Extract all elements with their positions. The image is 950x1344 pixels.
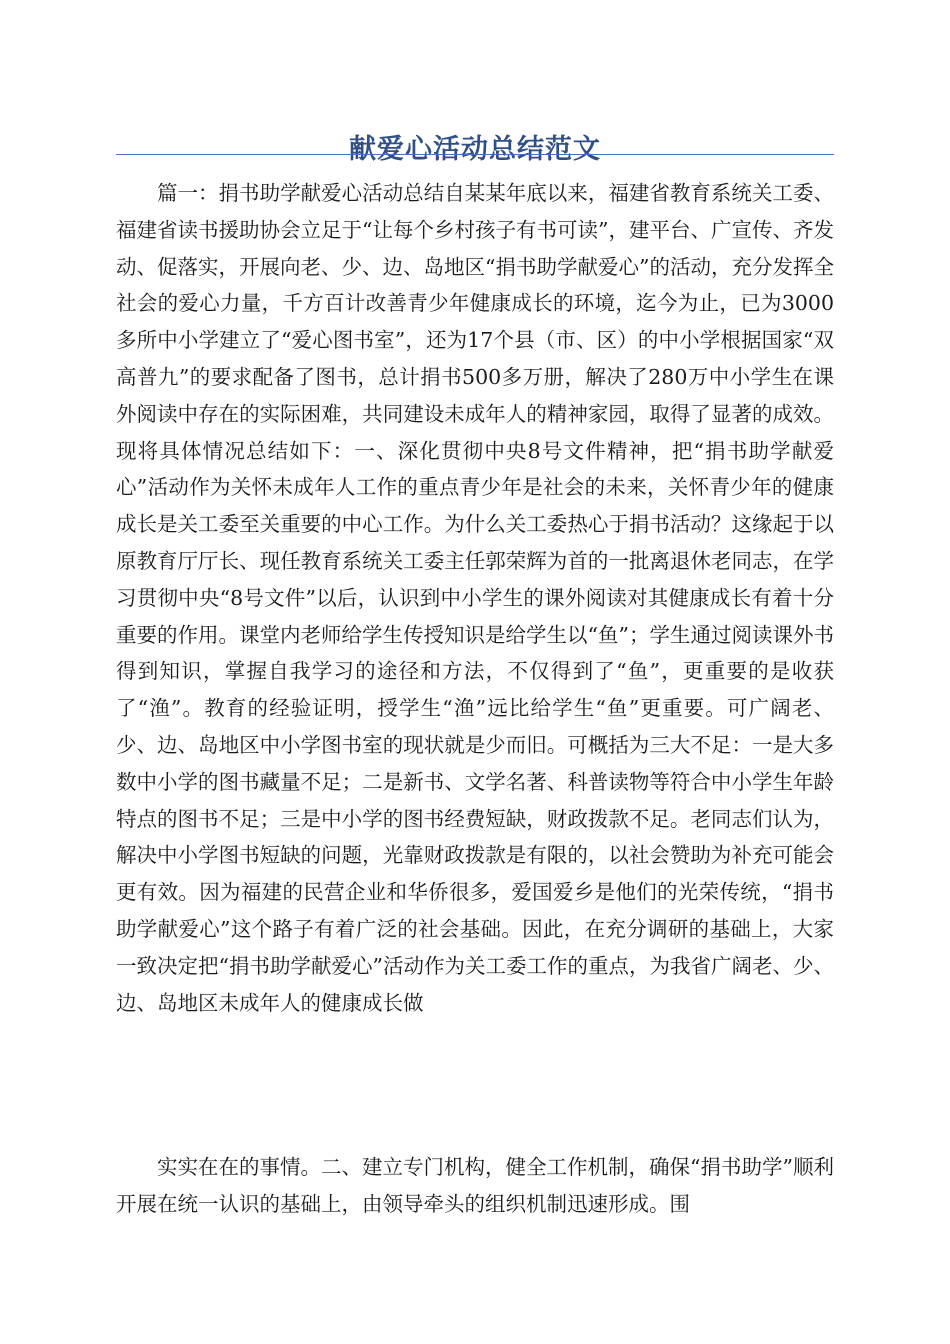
title-underline (116, 154, 834, 155)
body-paragraph-2: 实实在在的事情。二、建立专门机构，健全工作机制，确保“捐书助学”顺利开展在统一认识的基础上，由领导牵头的组织机制迅速形成。围 (116, 1155, 834, 1216)
document-title: 献爱心活动总结范文 (349, 134, 601, 166)
body-paragraph-1: 篇一：捐书助学献爱心活动总结自某某年底以来，福建省教育系统关工委、福建省读书援助协会立足于“让每个乡村孩子有书可读”，建平台、广宣传、齐发动、促落实，开展向老、少、边、岛地区“捐书助学献爱心”的活动，充分发挥全社会的爱心力量，千方百计改善青少年健康成长的环境，迄今为止，已为3000多所中小学建立了“爱心图书室”，还为17个县（市、区）的中小学根据国家“双高普九”的要求配备了图书，总计捐书500多万册，解决了280万中小学生在课外阅读中存在的实际困难，共同建设未成年人的精神家园，取得了显著的成效。现将具体情况总结如下：一、深化贯彻中央8号文件精神，把“捐书助学献爱心”活动作为关怀未成年人工作的重点青少年是社会的未来，关怀青少年的健康成长是关工委至关重要的中心工作。为什么关工委热心于捐书活动？这缘起于以原教育厅厅长、现任教育系统关工委主任郭荣辉为首的一批离退休老同志，在学习贯彻中央“8号文件”以后，认识到中小学生的课外阅读对其健康成长有着十分重要的作用。课堂内老师给学生传授知识是给学生以“鱼”；学生通过阅读课外书得到知识，掌握自我学习的途径和方法，不仅得到了“鱼”，更重要的是收获了“渔”。教育的经验证明，授学生“渔”远比给学生“鱼”更重要。可广阔老、少、边、岛地区中小学图书室的现状就是少而旧。可概括为三大不足：一是大多数中小学的图书藏量不足；二是新书、文学名著、科普读物等符合中小学生年龄特点的图书不足；三是中小学的图书经费短缺，财政拨款不足。老同志们认为，解决中小学图书短缺的问题，光靠财政拨款是有限的，以社会赞助为补充可能会更有效。因为福建的民营企业和华侨很多，爱国爱乡是他们的光荣传统，“捐书助学献爱心”这个路子有着广泛的社会基础。因此，在充分调研的基础上，大家一致决定把“捐书助学献爱心”活动作为关工委工作的重点，为我省广阔老、少、边、岛地区未成年人的健康成长做 (116, 181, 834, 1015)
